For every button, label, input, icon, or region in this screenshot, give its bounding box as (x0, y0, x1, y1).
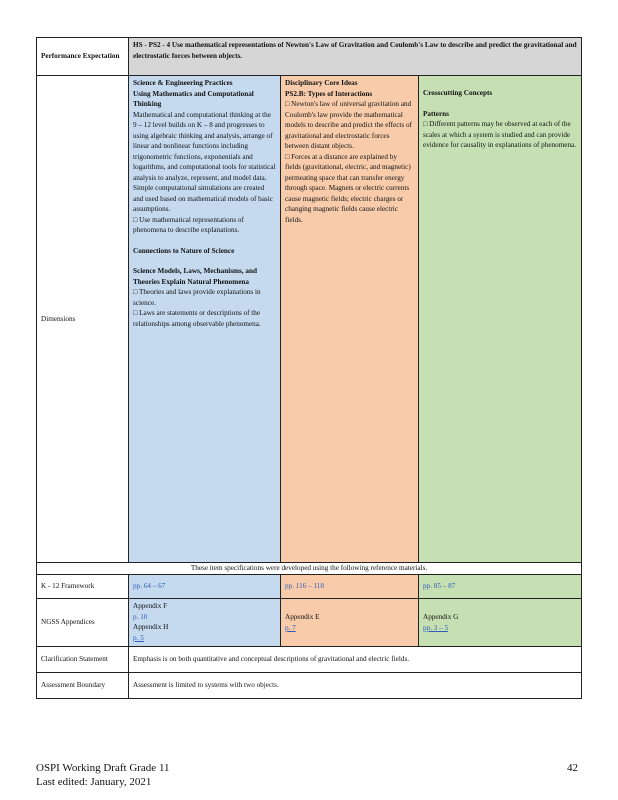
appendix-f-link[interactable]: p. 10 (133, 612, 148, 621)
ccc-subtitle: Patterns (423, 109, 449, 118)
clarification-label: Clarification Statement (37, 647, 129, 673)
appendices-ccc (419, 599, 582, 647)
framework-dci (281, 575, 419, 599)
footer-last-edited: Last edited: January, 2021 (36, 776, 152, 788)
appendix-g-link[interactable]: pp. 3 – 5 (423, 623, 449, 632)
sep-models-heading: Science Models, Laws, Mechanisms, and Theories Explain Natural Phenomena (133, 267, 257, 286)
appendix-h-link[interactable]: p. 5 (133, 633, 144, 642)
appendices-dci (281, 599, 419, 647)
materials-note: These item specifications were developed using the following reference materials. (37, 563, 582, 575)
framework-sep (129, 575, 281, 599)
dci-subtitle: PS2.B: Types of Interactions (285, 89, 373, 98)
dci-bullet-1: □ Newton's law of universal gravitation and Coulomb's law provide the mathematical models to describe and predict the effects of gravitational and electrostatic forces between distant objects. (285, 100, 412, 150)
framework-label: K - 12 Framework (37, 575, 129, 599)
appendix-e-label: Appendix E (285, 613, 320, 621)
appendices-label: NGSS Appendices (37, 599, 129, 647)
sep-bullet-1: □ Use mathematical representations of phenomena to describe explanations. (133, 215, 244, 234)
page-number: 42 (567, 762, 578, 774)
pe-label: Performance Expectation (37, 38, 129, 76)
appendix-h-label: Appendix H (133, 623, 169, 631)
bullet-icon: □ (285, 152, 292, 161)
footer-doc-title: OSPI Working Draft Grade 11 (36, 762, 170, 774)
sep-bullet-2: □ Theories and laws provide explanations in science. (133, 288, 261, 307)
sep-body: Mathematical and computational thinking at the 9 – 12 level builds on K – 8 and progresses to using algebraic thinking and analysis, arrange of linear and nonlinear functions including trigonometric functions, exponentials and logarithms, and computational tools for statistical analysis to analyze, represent, and model data. Simple computational simulations are created and used based on mathematical models of basic assumptions. (133, 110, 276, 213)
sep-title: Science & Engineering Practices (133, 79, 233, 87)
sep-connections-heading: Connections to Nature of Science (133, 246, 235, 255)
bullet-icon: □ (133, 215, 140, 224)
appendix-f-label: Appendix F (133, 602, 168, 610)
bullet-icon: □ (133, 309, 140, 317)
ccc-title: Crosscutting Concepts (423, 89, 493, 97)
dci-title: Disciplinary Core Ideas (285, 79, 358, 87)
framework-ccc-link[interactable]: pp. 85 – 87 (423, 582, 456, 591)
assessment-label: Assessment Boundary (37, 673, 129, 699)
pe-text: HS - PS2 - 4 Use mathematical representations of Newton's Law of Gravitation and Coulomb's Law to describe and predict the gravitational and electrostatic forces between objects. (129, 38, 582, 76)
framework-sep-link[interactable]: pp. 64 – 67 (133, 582, 166, 591)
framework-ccc (419, 575, 582, 599)
dci-cell (281, 76, 419, 563)
assessment-text: Assessment is limited to systems with two objects. (129, 673, 582, 699)
sep-cell (129, 76, 281, 563)
bullet-icon: □ (285, 100, 292, 108)
ccc-bullet-1: □ Different patterns may be observed at each of the scales at which a system is studied and can provide evidence for causality in explanations of phenomena. (423, 120, 577, 149)
framework-dci-link[interactable]: pp. 116 – 118 (285, 582, 324, 591)
appendix-g-label: Appendix G (423, 613, 459, 621)
clarification-text: Emphasis is on both quantitative and conceptual descriptions of gravitational and electric fields. (129, 647, 582, 673)
sep-subtitle: Using Mathematics and Computational Thinking (133, 89, 254, 108)
bullet-icon: □ (423, 120, 430, 128)
bullet-icon: □ (133, 288, 140, 296)
dimensions-label: Dimensions (37, 76, 129, 563)
appendix-e-link[interactable]: p. 7 (285, 623, 296, 632)
ccc-cell (419, 76, 582, 563)
sep-bullet-3: □ Laws are statements or descriptions of the relationships among observable phenomena. (133, 309, 261, 328)
appendices-sep (129, 599, 281, 647)
dci-bullet-2: □ Forces at a distance are explained by fields (gravitational, electric, and magnetic) permeating space that can transfer energy through space. Magnets or electric currents cause magnetic fields; electric charges or changing magnetic fields cause electric fields. (285, 152, 411, 224)
performance-expectation-table (36, 37, 582, 699)
